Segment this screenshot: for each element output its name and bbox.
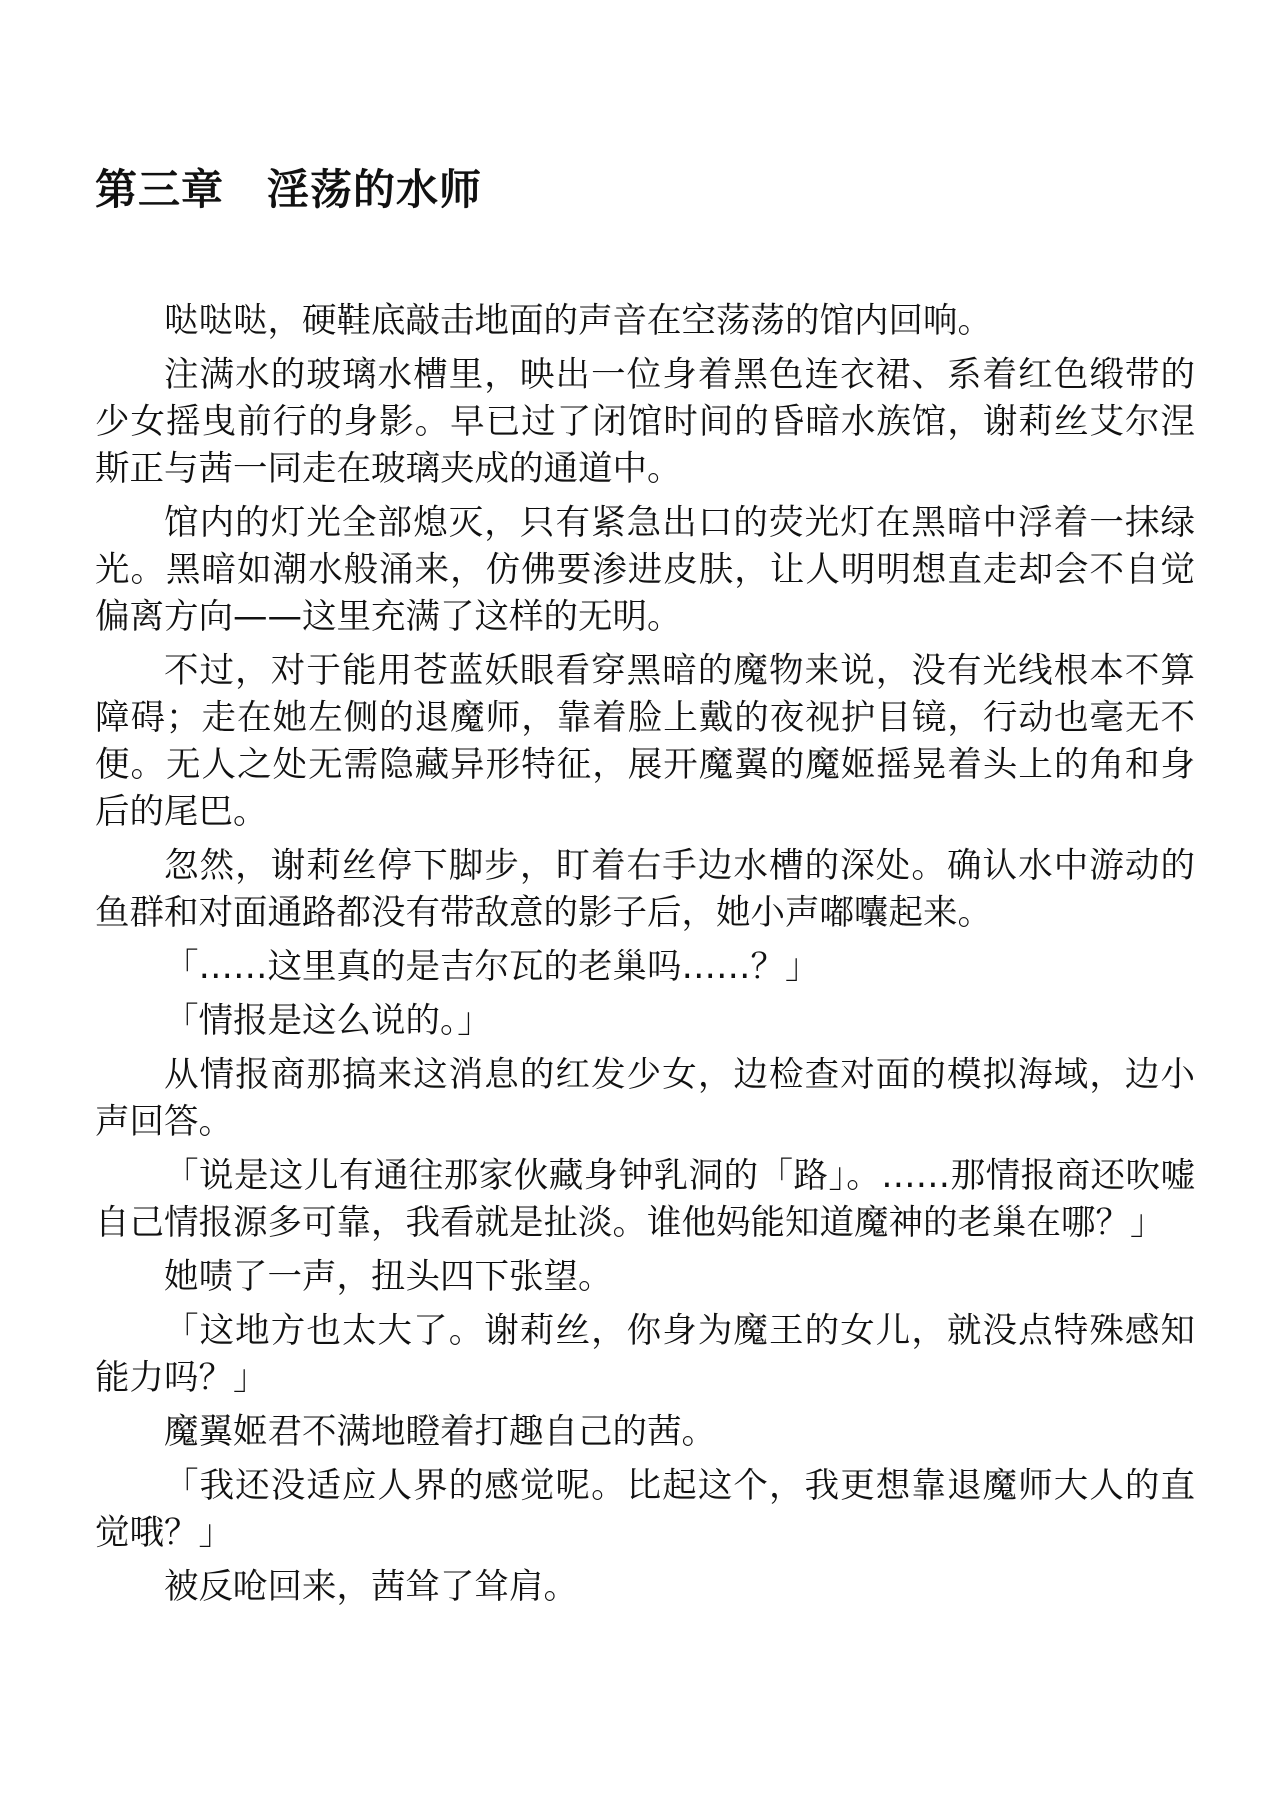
dialogue-paragraph: 「情报是这么说的。」 [164, 1001, 492, 1041]
paragraph: 馆内的灯光全部熄灭，只有紧急出口的荧光灯在黑暗中浮着一抹绿光。黑暗如潮水般涌来，仿佛要渗进皮肤，让人明明想直走却会不自觉偏离方向——这里充满了这样的无明。 [95, 503, 1195, 637]
chapter-body [95, 298, 1195, 1618]
paragraph: 魔翼姬君不满地瞪着打趣自己的茜。 [164, 1412, 716, 1452]
paragraph: 从情报商那搞来这消息的红发少女，边检查对面的模拟海域，边小声回答。 [95, 1055, 1195, 1142]
dialogue-paragraph: 「说是这儿有通往那家伙藏身钟乳洞的「路」。……那情报商还吹嘘自己情报源多可靠，我看就是扯淡。谁他妈能知道魔神的老巢在哪？」 [95, 1156, 1195, 1243]
paragraph: 注满水的玻璃水槽里，映出一位身着黑色连衣裙、系着红色缎带的少女摇曳前行的身影。早已过了闭馆时间的昏暗水族馆，谢莉丝艾尔涅斯正与茜一同走在玻璃夹成的通道中。 [95, 355, 1195, 489]
paragraph: 被反呛回来，茜耸了耸肩。 [164, 1567, 578, 1607]
dialogue-paragraph: 「……这里真的是吉尔瓦的老巢吗……？」 [164, 947, 820, 987]
paragraph: 哒哒哒，硬鞋底敲击地面的声音在空荡荡的馆内回响。 [164, 301, 992, 341]
dialogue-paragraph: 「这地方也太大了。谢莉丝，你身为魔王的女儿，就没点特殊感知能力吗？」 [95, 1311, 1195, 1398]
paragraph: 不过，对于能用苍蓝妖眼看穿黑暗的魔物来说，没有光线根本不算障碍；走在她左侧的退魔师，靠着脸上戴的夜视护目镜，行动也毫无不便。无人之处无需隐藏异形特征，展开魔翼的魔姬摇晃着头上的角和身后的尾巴。 [95, 651, 1195, 832]
chapter-title: 第三章 淫荡的水师 [95, 165, 483, 214]
paragraph: 忽然，谢莉丝停下脚步，盯着右手边水槽的深处。确认水中游动的鱼群和对面通路都没有带敌意的影子后，她小声嘟囔起来。 [95, 846, 1195, 933]
dialogue-paragraph: 「我还没适应人界的感觉呢。比起这个，我更想靠退魔师大人的直觉哦？」 [95, 1466, 1195, 1553]
paragraph: 她啧了一声，扭头四下张望。 [164, 1257, 613, 1297]
